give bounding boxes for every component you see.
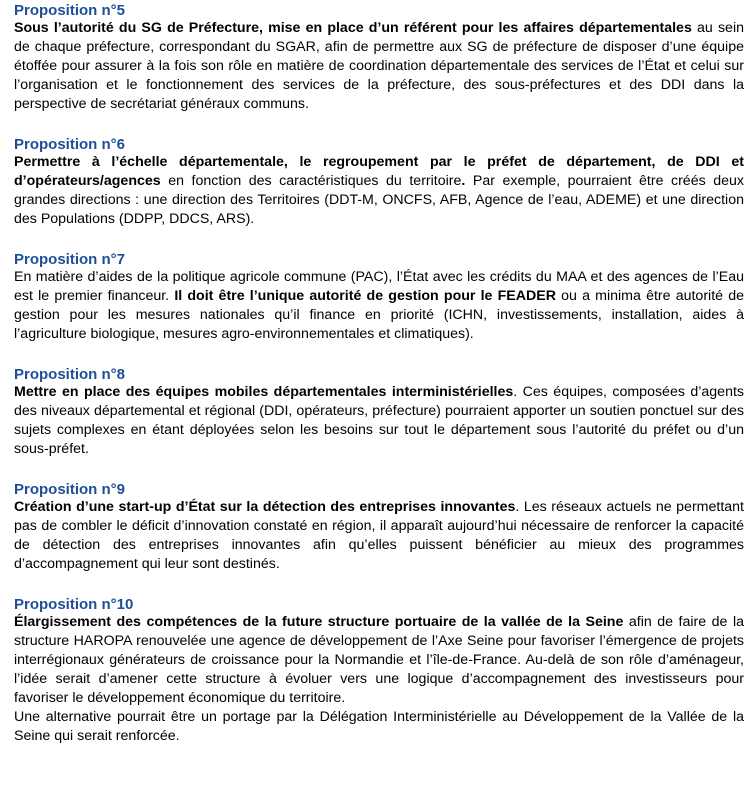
proposition-title: Proposition n°10 (14, 596, 134, 613)
proposition-bold-text: Création d’une start-up d’État sur la détection des entreprises innovantes (14, 499, 516, 515)
proposition-regular-text: ou a minima être autorité de gestion pour les mesures nationales qu’il finance en priorité (ICHN, investissements, installation, aides à l’agriculture biologique, mesures agro-environnementales et climatiques). (14, 288, 744, 342)
proposition-regular-text: afin de faire de la structure HAROPA renouvelée une agence de développement de l’Axe Seine pour favoriser l’émergence de projets interrégionaux générateurs de croissance pour la Normandie et l’île-de-France. Au-delà de son rôle d’aménageur, l’idée serait d’amener cette structure à évoluer vers une logique d’accompagnement des investisseurs pour favoriser le développement économique du territoire. (14, 614, 744, 706)
proposition-9 (14, 481, 744, 574)
proposition-regular-text: Par exemple, pourraient être créés deux grandes directions : une direction des Territoires (DDT-M, ONCFS, AFB, Agence de l’eau, ADEME) et une direction des Populations (DDPP, DDCS, ARS). (14, 173, 744, 227)
proposition-bold-period: . (461, 173, 466, 189)
proposition-title: Proposition n°7 (14, 251, 125, 268)
proposition-text (14, 498, 744, 574)
proposition-text (14, 613, 744, 746)
proposition-regular-text: au sein de chaque préfecture, correspondant du SGAR, afin de permettre aux SG de préfecture de disposer d’une équipe étoffée pour assurer à la fois son rôle en matière de coordination départementale des services de l’État et celui sur l’organisation et le fonctionnement des services de la préfecture, des sous-préfectures et des DDI dans la perspective de secrétariat généraux communs. (14, 20, 744, 112)
proposition-bold-text: Élargissement des compétences de la future structure portuaire de la vallée de la Seine (14, 614, 624, 630)
proposition-title: Proposition n°5 (14, 2, 125, 19)
proposition-bold-text: Mettre en place des équipes mobiles départementales interministérielles (14, 384, 514, 400)
proposition-text (14, 19, 744, 114)
proposition-regular-text: . Les réseaux actuels ne permettant pas de combler le déficit d’innovation constaté en région, il apparaît aujourd’hui nécessaire de renforcer la capacité de détection des entreprises innovantes afin qu’elles puissent bénéficier au mieux des programmes d’accompagnement qui leur sont destinés. (14, 499, 744, 572)
proposition-title: Proposition n°9 (14, 481, 125, 498)
proposition-title: Proposition n°6 (14, 136, 125, 153)
proposition-8 (14, 366, 744, 459)
proposition-6 (14, 136, 744, 229)
proposition-text (14, 153, 744, 229)
proposition-text (14, 383, 744, 459)
proposition-10 (14, 596, 744, 746)
proposition-7 (14, 251, 744, 344)
proposition-title: Proposition n°8 (14, 366, 125, 383)
proposition-regular-text: en fonction des caractéristiques du territoire (160, 173, 462, 189)
proposition-text (14, 268, 744, 344)
proposition-bold-text: Sous l’autorité du SG de Préfecture, mise en place d’un référent pour les affaires départementales (14, 20, 692, 36)
proposition-bold-text: Il doit être l’unique autorité de gestion pour le FEADER (174, 288, 556, 304)
proposition-regular-text: . Ces équipes, composées d’agents des niveaux départemental et régional (DDI, opérateurs, préfecture) pourraient apporter un soutien ponctuel sur des sujets complexes en étant déployées selon les besoins sur tout le département sous l’autorité du préfet ou d’un sous-préfet. (14, 384, 744, 457)
proposition-5 (14, 2, 744, 114)
proposition-bold-text: Permettre à l’échelle départementale, le regroupement par le préfet de département, de DDI et d’opérateurs/agences (14, 154, 744, 189)
proposition-intro-text: En matière d’aides de la politique agricole commune (PAC), l’État avec les crédits du MAA et des agences de l’Eau est le premier financeur. (14, 269, 744, 304)
proposition-alternative-text: Une alternative pourrait être un portage par la Délégation Interministérielle au Développement de la Vallée de la Seine qui serait renforcée. (14, 709, 744, 744)
